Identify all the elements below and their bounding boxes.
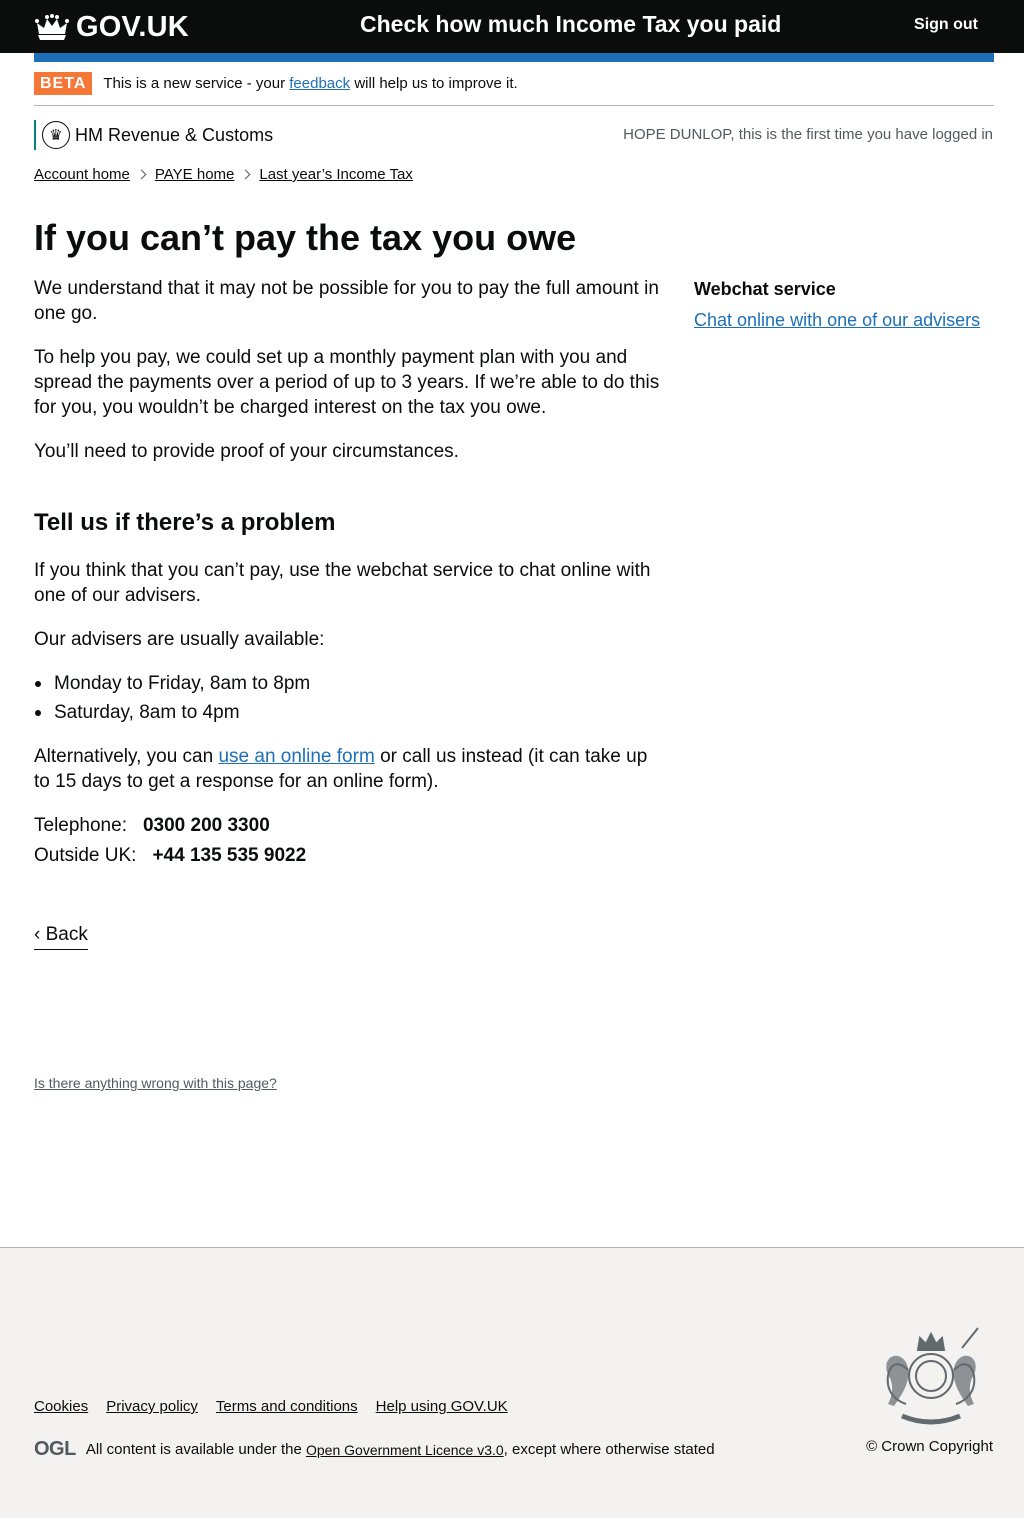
ogl-logo-icon: OGL — [34, 1438, 76, 1460]
alt-text-before: Alternatively, you can — [34, 746, 219, 767]
paragraph-webchat: If you think that you can’t pay, use the webchat service to chat online with one of our advisers. — [34, 560, 651, 606]
online-form-link[interactable]: use an online form — [218, 746, 375, 767]
crown-copyright[interactable]: © Crown Copyright — [866, 1438, 993, 1455]
phase-text-before: This is a new service - your — [103, 75, 290, 92]
breadcrumb — [34, 166, 413, 183]
phase-banner — [34, 72, 994, 106]
webchat-heading: Webchat service — [694, 279, 836, 299]
header-accent-bar — [34, 53, 994, 62]
problem-heading: Tell us if there’s a problem — [34, 509, 336, 536]
govuk-logo[interactable] — [34, 10, 189, 44]
footer-link-cookies[interactable]: Cookies — [34, 1398, 89, 1415]
breadcrumb-last-years-income-tax[interactable]: Last year’s Income Tax — [259, 166, 413, 183]
hmrc-crest-icon: ♛ — [42, 121, 70, 149]
ogl-licence-link[interactable]: Open Government Licence v3.0 — [306, 1441, 504, 1458]
paragraph-payment-plan: To help you pay, we could set up a monthly payment plan with you and spread the payments over a period of up to 3 years. If we’re able to do this for you, you wouldn’t be charged interest on the tax you owe. — [34, 347, 660, 418]
breadcrumb-account-home[interactable]: Account home — [34, 166, 130, 183]
user-login-message: HOPE DUNLOP, this is the first time you have logged in — [623, 126, 993, 143]
paragraph-availability: Our advisers are usually available: — [34, 629, 325, 650]
breadcrumb-paye-home[interactable]: PAYE home — [154, 166, 235, 183]
alt-text-after: or call us instead (it can take up to 15 days to get a response for an online form). — [34, 746, 648, 792]
chevron-right-icon — [136, 170, 146, 180]
organisation-name: HM Revenue & Customs — [75, 124, 274, 145]
beta-tag: BETA — [34, 72, 92, 95]
site-footer — [0, 1247, 1024, 1518]
sidebar — [694, 277, 994, 333]
telephone-row — [34, 813, 664, 838]
paragraph-proof: You’ll need to provide proof of your circumstances. — [34, 441, 459, 462]
outside-uk-row — [34, 843, 664, 868]
footer-link-privacy[interactable]: Privacy policy — [106, 1398, 198, 1415]
sign-out-link[interactable]: Sign out — [914, 16, 978, 33]
footer-links — [34, 1398, 508, 1415]
footer-link-help[interactable]: Help using GOV.UK — [375, 1398, 508, 1415]
paragraph-intro: We understand that it may not be possible for you to pay the full amount in one go. — [34, 278, 659, 324]
chevron-right-icon — [241, 170, 251, 180]
feedback-link[interactable]: feedback — [289, 75, 351, 92]
site-header — [0, 0, 1024, 53]
crown-icon — [34, 13, 70, 41]
licence-statement — [34, 1438, 715, 1461]
telephone-label: Telephone: — [34, 815, 127, 836]
phase-banner-text — [103, 72, 517, 96]
page-title: If you can’t pay the tax you owe — [34, 217, 577, 258]
service-name-link[interactable]: Check how much Income Tax you paid — [360, 11, 782, 37]
logo-text: GOV.UK — [76, 10, 189, 43]
footer-link-terms[interactable]: Terms and conditions — [215, 1398, 358, 1415]
report-problem-link[interactable]: Is there anything wrong with this page? — [34, 1075, 277, 1091]
phase-text-after: will help us to improve it. — [350, 75, 518, 92]
list-item: Monday to Friday, 8am to 8pm — [34, 671, 664, 696]
royal-coat-of-arms-icon — [868, 1320, 994, 1428]
licence-text-after: , except where otherwise stated — [503, 1441, 715, 1458]
telephone-number: 0300 200 3300 — [142, 815, 270, 836]
organisation-logo[interactable] — [34, 120, 273, 150]
main-content — [34, 276, 664, 873]
licence-text-before: All content is available under the — [85, 1441, 302, 1458]
outside-uk-number: +44 135 535 9022 — [152, 845, 307, 866]
outside-uk-label: Outside UK: — [34, 845, 137, 866]
paragraph-alternative — [34, 744, 664, 794]
hours-list — [34, 671, 664, 725]
webchat-link[interactable]: Chat online with one of our advisers — [694, 310, 981, 330]
back-link[interactable]: ‹ Back — [34, 923, 88, 950]
list-item: Saturday, 8am to 4pm — [34, 700, 664, 725]
